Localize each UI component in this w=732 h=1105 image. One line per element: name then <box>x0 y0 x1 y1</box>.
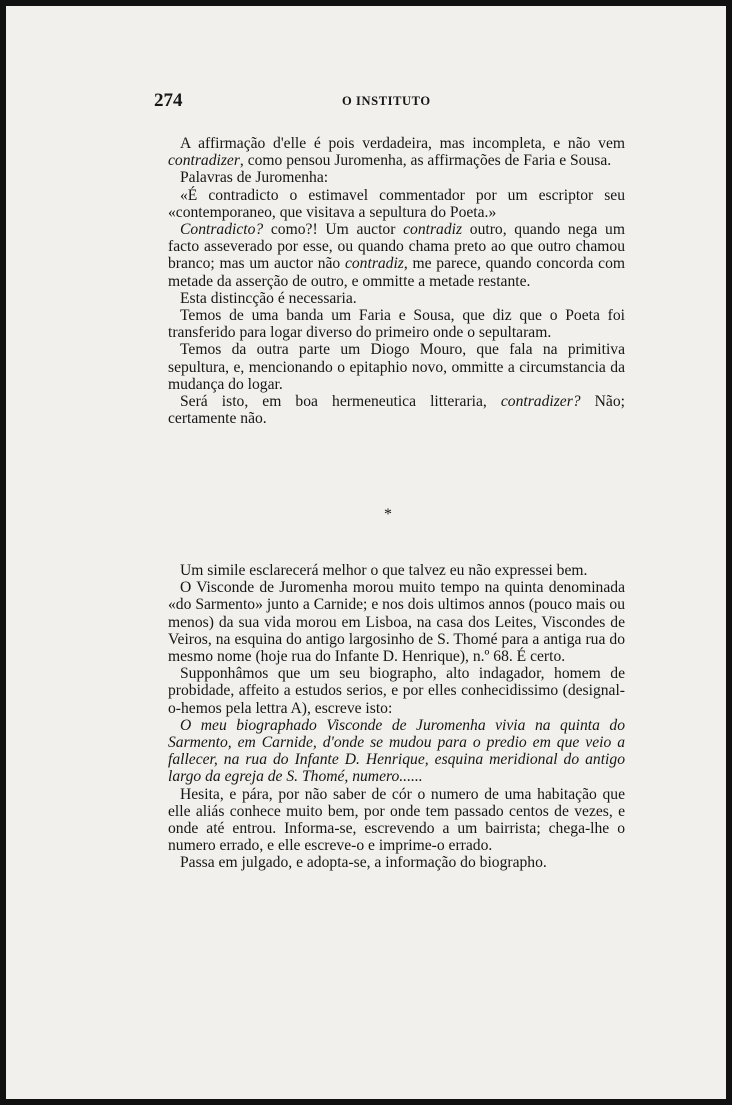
page-number: 274 <box>154 90 183 111</box>
paragraph: Temos de uma banda um Faria e Sousa, que diz que o Poeta foi transferido para logar diverso do primeiro onde o sepultaram. <box>168 307 625 342</box>
book-page <box>6 6 726 1099</box>
paragraph: A affirmação d'elle é pois verdadeira, mas incompleta, e não vem contradizer, como pensou Juromenha, as affirmações de Faria e Sousa. <box>168 135 625 170</box>
quotation: «É contradicto o estimavel commentador por um escriptor seu «contemporaneo, que visitava a sepultura do Poeta.» <box>168 186 625 221</box>
running-head: O INSTITUTO <box>342 94 431 108</box>
paragraph: Palavras de Juromenha: <box>180 169 329 187</box>
paragraph: O Visconde de Juromenha morou muito tempo na quinta denominada «do Sarmento» junto a Carnide; e nos dois ultimos annos (pouco mais ou menos) da sua vida morou em Lisboa, na casa dos Leites, Viscondes de Veiros, na esquina do antigo largosinho de S. Thomé para a antiga rua do mesmo nome (hoje rua do Infante D. Henrique), n.º 68. É certo. <box>168 579 625 666</box>
paragraph: Esta distincção é necessaria. <box>180 289 357 307</box>
section-separator: * <box>384 506 392 523</box>
paragraph: Supponhâmos que um seu biographo, alto indagador, homem de probidade, affeito a estudos serios, e por elles conhecidissimo (designal-o-hemos pela lettra A), escreve isto: <box>168 665 625 717</box>
paragraph: Contradicto? como?! Um auctor contradiz outro, quando nega um facto asseverado por esse, ou quando chama preto ao que outro chamou branco; mas um auctor não contradiz, me parece, quando concorda com metade da asserção de outro, e ommitte a metade restante. <box>168 221 625 290</box>
paragraph: Um simile esclarecerá melhor o que talvez eu não expressei bem. <box>180 562 588 579</box>
section-one <box>168 135 625 427</box>
paragraph: Temos da outra parte um Diogo Mouro, que fala na primitiva sepultura, e, mencionando o epitaphio novo, ommitte a circumstancia da mudança do logar. <box>168 341 625 393</box>
paragraph: Passa em julgado, e adopta-se, a informação do biographo. <box>180 854 547 872</box>
paragraph: Será isto, em boa hermeneutica litteraria, contradizer? Não; certamente não. <box>168 393 625 428</box>
section-two <box>168 562 625 872</box>
page-header <box>6 90 726 114</box>
quotation: O meu biographado Visconde de Juromenha vivia na quinta do Sarmento, em Carnide, d'onde se mudou para o predio em que veio a fallecer, na rua do Infante D. Henrique, esquina meridional do antigo largo da egreja de S. Thomé, numero...... <box>168 716 625 786</box>
paragraph: Hesita, e pára, por não saber de cór o numero de uma habitação que elle aliás conhece muito bem, por onde tem passado centos de vezes, e onde até entrou. Informa-se, escrevendo a um bairrista; chega-lhe o numero errado, e elle escreve-o e imprime-o errado. <box>168 785 625 855</box>
